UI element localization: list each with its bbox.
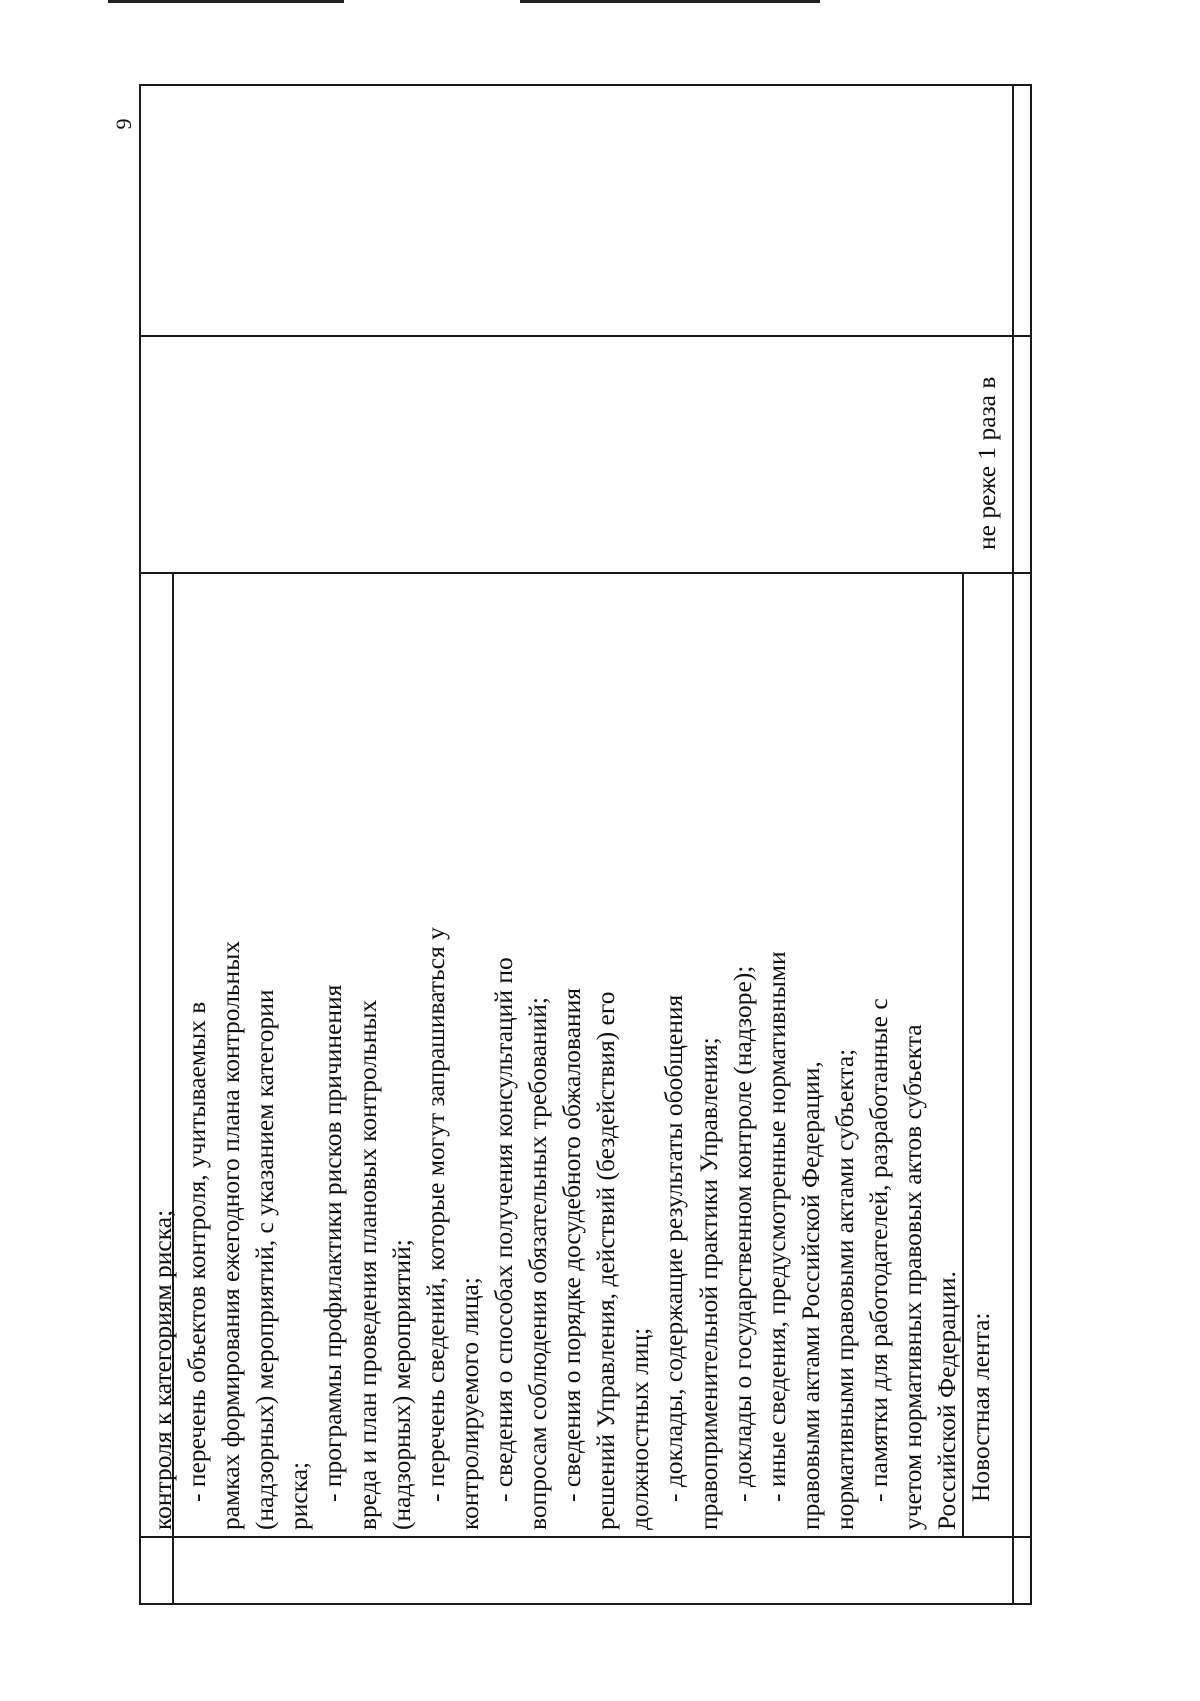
description-line: контролируемого лица; [454,1277,484,1530]
description-line: Новостная лента: [966,1312,996,1502]
description-line: - перечень объектов контроля, учитываемых в [182,1001,212,1502]
description-line: контроля к категориям риска; [148,1209,177,1530]
table-border-top [139,84,1032,86]
description-line: рамках формирования ежегодного плана контрольных [216,940,246,1530]
page-number: 9 [111,118,136,130]
description-lines [146,590,998,1530]
table-border-bottom [139,1603,1032,1605]
description-line: вопросам соблюдения обязательных требований; [523,997,553,1530]
description-line: - памятки для работодателей, разработанные с [863,998,893,1502]
description-line: - доклады, содержащие результаты обобщения [659,994,689,1502]
description-line: правоприменительной практики Управления; [693,1037,723,1530]
description-line: Российской Федерации. [932,1271,962,1530]
frequency-text: не реже 1 раза в [972,376,1001,550]
description-line: - иные сведения, предусмотренные нормативными [761,951,791,1502]
top-rule-left [108,0,344,3]
table-row-border-left [139,84,141,1605]
table-row-border-2 [1012,84,1014,1605]
description-line: (надзорных) мероприятий; [386,1239,416,1530]
description-line: должностных лиц; [625,1327,655,1530]
description-line: - сведения о порядке досудебного обжалования [557,987,587,1502]
description-line: решений Управления, действий (бездействия) его [591,991,621,1530]
table-column-separator-1 [139,572,1032,574]
description-line: правовыми актами Российской Федерации, [795,1061,825,1530]
table-border-right [1030,84,1032,1605]
description-line: - сведения о способах получения консультаций по [488,957,518,1502]
table-column-separator-0 [139,335,1032,337]
description-line: нормативными правовыми актами субъекта; [829,1048,859,1530]
description-line: (надзорных) мероприятий, с указанием категории [250,989,280,1530]
top-rule-right [520,0,820,3]
table-column-separator-2 [139,1536,1032,1538]
description-line: риска; [284,1461,314,1530]
description-line: учетом нормативных правовых актов субъекта [898,1024,928,1530]
description-line: - перечень сведений, которые могут запрашиваться у [420,927,450,1502]
frequency-cell [970,230,1004,550]
description-cell [146,590,998,1530]
description-line: - доклады о государственном контроле (надзоре); [727,965,757,1502]
description-line: - программы профилактики рисков причинения [318,984,348,1502]
description-line: вреда и план проведения плановых контрольных [352,999,382,1530]
